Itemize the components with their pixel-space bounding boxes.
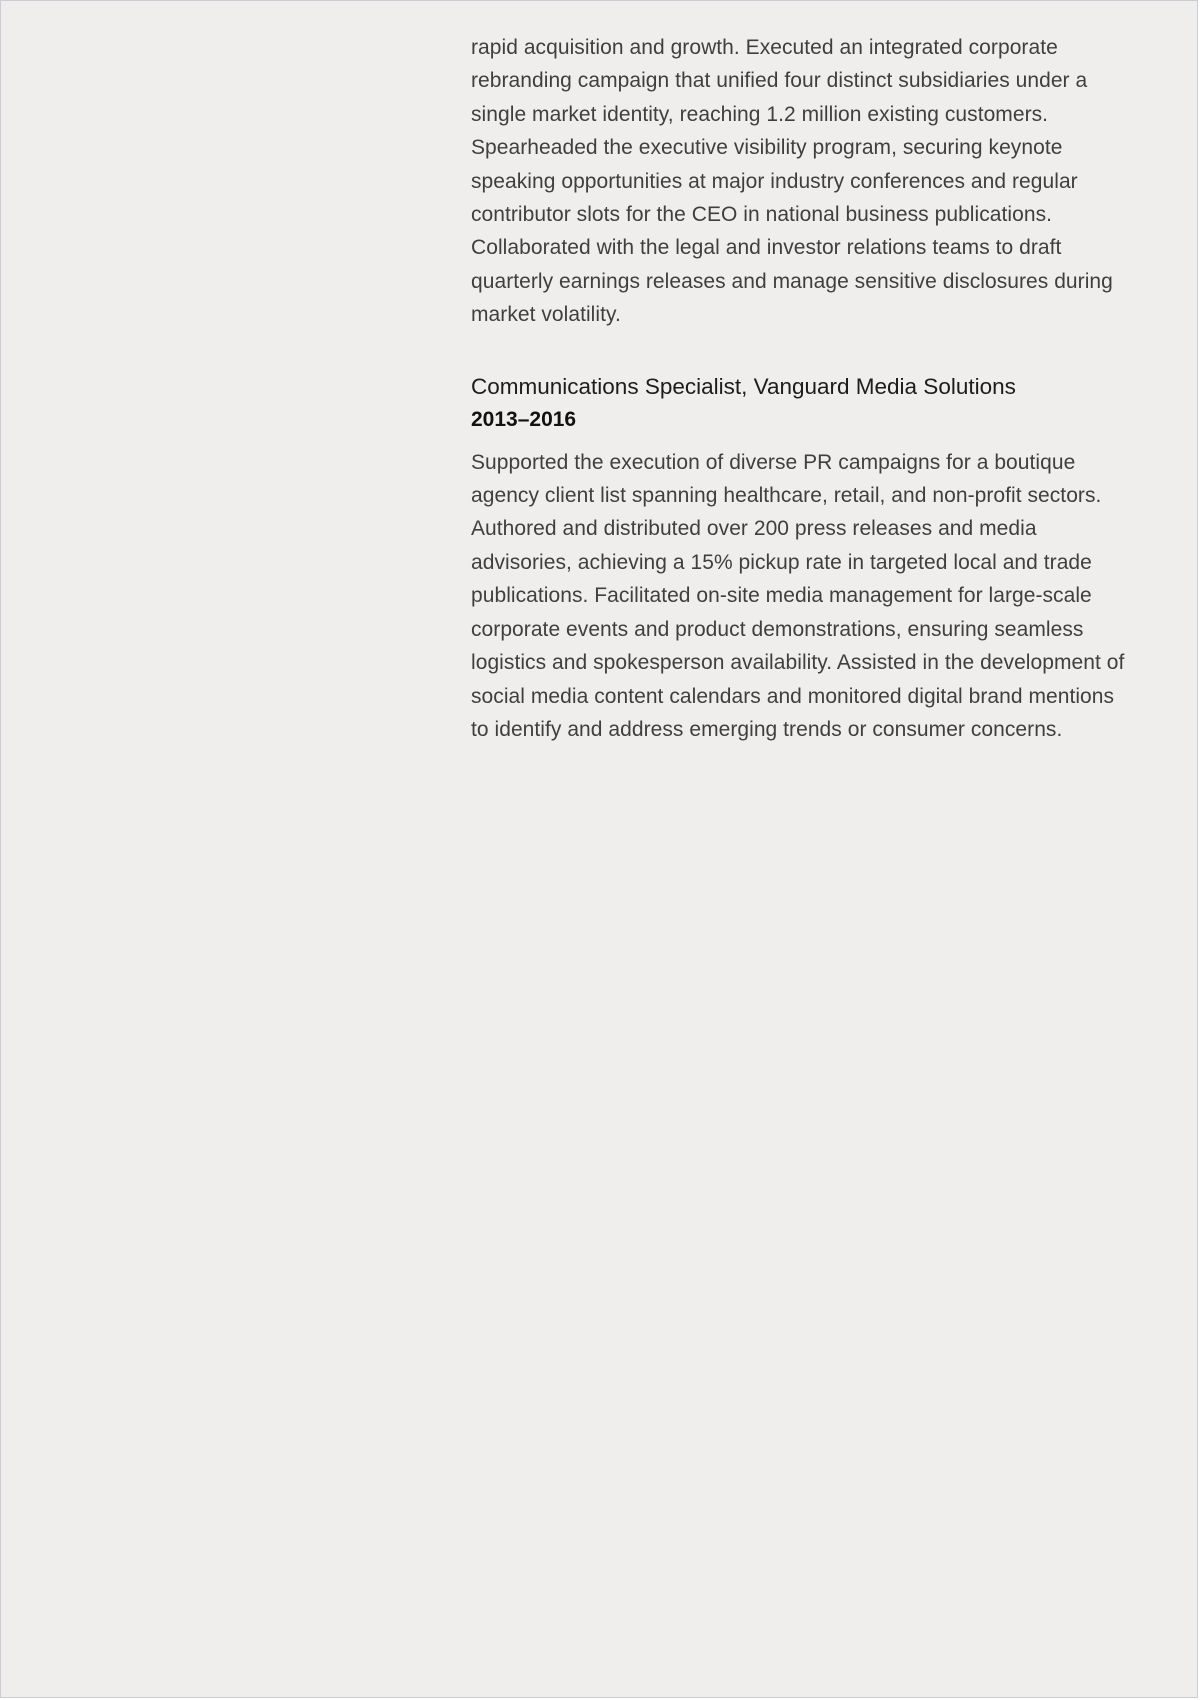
job-title: Communications Specialist, Vanguard Media Solutions bbox=[471, 373, 1016, 399]
experience-section bbox=[471, 31, 1131, 746]
previous-role-description: rapid acquisition and growth. Executed an integrated corporate rebranding campaign that unified four distinct subsidiaries under a single market identity, reaching 1.2 million existing customers. Spearheaded the executive visibility program, securing keynote speaking opportunities at major industry conferences and regular contributor slots for the CEO in national business publications. Collaborated with the legal and investor relations teams to draft quarterly earnings releases and manage sensitive disclosures during market volatility. bbox=[471, 36, 1113, 327]
job-dates: 2013–2016 bbox=[471, 407, 577, 431]
job-description: Supported the execution of diverse PR campaigns for a boutique agency client list spanning healthcare, retail, and non-profit sectors. Authored and distributed over 200 press releases and media advisories, achieving a 15% pickup rate in targeted local and trade publications. Facilitated on-site media management for large-scale corporate events and product demonstrations, ensuring seamless logistics and spokesperson availability. Assisted in the development of social media content calendars and monitored digital brand mentions to identify and address emerging trends or consumer concerns. bbox=[471, 450, 1125, 741]
job-entry bbox=[471, 370, 1131, 747]
